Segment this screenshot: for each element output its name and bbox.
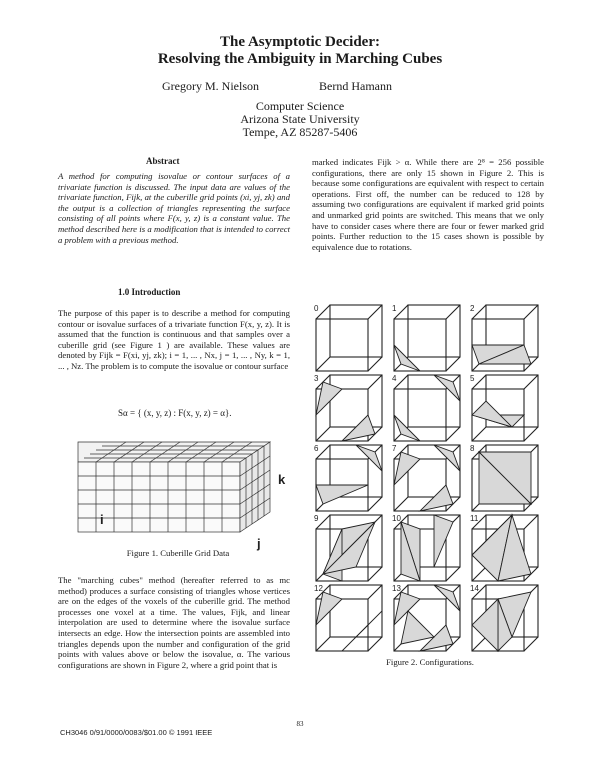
copyright-footer: CH3046 0/91/0000/0083/$01.00 © 1991 IEEE <box>60 728 213 737</box>
configuration-cube-0 <box>314 304 382 371</box>
isosurface-triangle <box>420 485 453 511</box>
isovalue-formula: Sα = { (x, y, z) : F(x, y, z) = α}. <box>118 408 232 418</box>
configuration-label: 10 <box>392 514 401 523</box>
author-nielson: Gregory M. Nielson <box>162 79 259 93</box>
figure-1-caption: Figure 1. Cuberille Grid Data <box>126 548 230 558</box>
author-hamann: Bernd Hamann <box>319 79 392 93</box>
isosurface-triangle <box>316 485 368 504</box>
configuration-cube-1 <box>392 304 460 371</box>
abstract-text: A method for computing isovalue or contour surfaces of a trivariate function is discussed. The input data are values of the trivariate function, Fijk, at the cuberille grid points (xi, yj, zk) and the output is a collection of triangles representing the surface consisting of all points where F(x, y, z) is a constant value. The method described here is a modification that is intended to correct a problem with a previous method. <box>58 171 290 245</box>
title-line-1: The Asymptotic Decider: <box>220 34 380 50</box>
isosurface-triangle <box>356 611 382 637</box>
affiliation-department: Computer Science <box>255 99 345 113</box>
configuration-cube-11 <box>470 514 538 581</box>
configuration-cube-13 <box>392 584 460 651</box>
isosurface-triangle <box>401 611 434 644</box>
configuration-label: 7 <box>392 444 397 453</box>
isosurface-triangle <box>316 592 342 625</box>
configuration-label: 5 <box>470 374 475 383</box>
configuration-label: 4 <box>392 374 397 383</box>
affiliation-university: Arizona State University <box>240 112 360 126</box>
axis-label-i: i <box>100 512 104 527</box>
paper-title <box>0 34 600 68</box>
right-column-paragraph: marked indicates Fijk > α. While there are 2⁸ = 256 possible configurations, there are only 15 shown in Figure 2. This is because some configurations are equivalent with respect to certain operations. First off, the number can be reduced to 128 by assuming two configurations are equivalent if marked grid points and unmarked grid points are switched. This means that we only have to consider cases where there are four or fewer marked grid points. Further reduction to the 15 cases shown is possible by equivalence due to rotations. <box>312 157 544 252</box>
configuration-label: 3 <box>314 374 319 383</box>
axis-label-j: j <box>257 536 261 551</box>
configuration-label: 6 <box>314 444 319 453</box>
configuration-cube-10 <box>392 514 460 581</box>
isosurface-triangle <box>394 452 420 485</box>
affiliation-address: Tempe, AZ 85287-5406 <box>242 125 358 139</box>
isosurface-triangle <box>434 515 453 567</box>
isosurface-triangle <box>472 599 498 651</box>
configuration-cube-12 <box>314 584 382 651</box>
figure-2-configurations <box>310 297 550 657</box>
configuration-cube-4 <box>392 374 460 441</box>
configuration-cube-7 <box>392 444 460 511</box>
title-line-2: Resolving the Ambiguity in Marching Cubes <box>157 51 443 67</box>
configuration-label: 8 <box>470 444 475 453</box>
affiliation <box>150 100 450 139</box>
grid-top-face <box>78 442 270 462</box>
configuration-label: 14 <box>470 584 479 593</box>
configuration-label: 11 <box>470 514 479 523</box>
configuration-label: 2 <box>470 304 475 313</box>
configuration-cube-14 <box>470 584 538 651</box>
isosurface-triangle <box>472 401 512 427</box>
configuration-cube-2 <box>470 304 538 371</box>
configuration-cube-3 <box>314 374 382 441</box>
axis-label-k: k <box>278 472 286 487</box>
configuration-cube-9 <box>314 514 382 581</box>
configuration-cube-6 <box>314 444 382 511</box>
introduction-paragraph-1: The purpose of this paper is to describe a method for computing contour or isovalue surfaces of a trivariate function F(x, y, z). It is assumed that the function is continuous and that samples over a cuberille grid (see Figure 1 ) are available. These values are denoted by Fijk = F(xi, yj, zk); i = 1, ... , Nx, j = 1, ... , Ny, k = 1, ... , Nz. The problem is to compute the isovalue or contour surface <box>58 308 290 371</box>
introduction-heading: 1.0 Introduction <box>118 287 181 297</box>
isosurface-triangle <box>316 382 342 415</box>
configuration-cube-8 <box>470 444 538 511</box>
figure-2-caption: Figure 2. Configurations. <box>386 657 474 667</box>
configuration-label: 12 <box>314 584 323 593</box>
configuration-label: 9 <box>314 514 319 523</box>
abstract-heading: Abstract <box>146 156 180 166</box>
figure-1-cuberille-grid <box>60 432 300 552</box>
configuration-label: 1 <box>392 304 397 313</box>
configuration-cube-5 <box>470 374 538 441</box>
page-number: 83 <box>296 720 304 728</box>
introduction-paragraph-2: The "marching cubes" method (hereafter referred to as mc method) produces a surface consisting of triangles whose vertices are on the edges of the voxels of the cuberille grid. The method processes one voxel at a time. The values, Fijk, and linear interpolation are used to determine where the isovalue surface intersects an edge. How the intersection points are assembled into triangles depends upon the number and configuration of the grid points with values above or below the isovalue, α. The various configurations are shown in Figure 2, where a grid point that is <box>58 575 290 670</box>
isosurface-triangle <box>342 415 375 441</box>
configuration-label: 13 <box>392 584 401 593</box>
configuration-label: 0 <box>314 304 319 313</box>
